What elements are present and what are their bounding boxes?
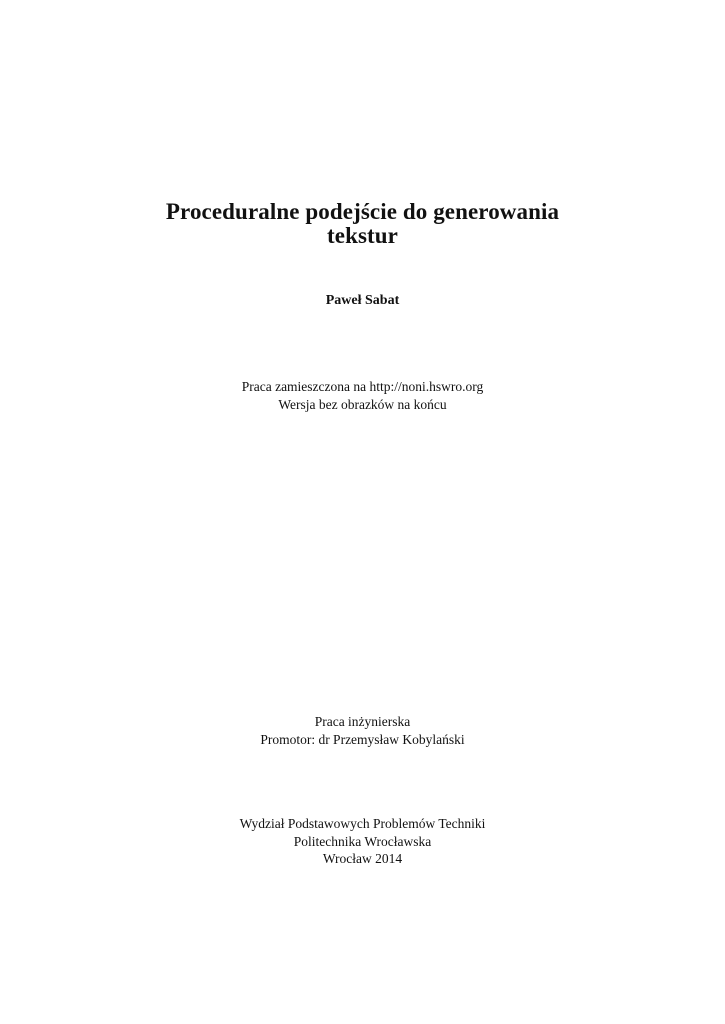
- affiliation: [0, 815, 725, 868]
- university-name: Politechnika Wrocławska: [293, 833, 432, 849]
- title-line-1: Proceduralne podejście do generowania: [165, 199, 560, 224]
- thesis-info: [0, 713, 725, 749]
- author-name: Paweł Sabat: [325, 293, 400, 308]
- faculty-name: Wydział Podstawowych Problemów Techniki: [239, 816, 486, 831]
- publication-note: [0, 378, 725, 414]
- place-and-year: Wrocław 2014: [322, 851, 403, 866]
- document-title: [0, 200, 725, 248]
- publication-note-line-2: Wersja bez obrazków na końcu: [278, 397, 447, 412]
- publication-note-line-1: Praca zamieszczona na http://noni.hswro.org: [241, 379, 484, 394]
- title-line-2: tekstur: [327, 223, 398, 248]
- thesis-type: Praca inżynierska: [314, 714, 411, 729]
- thesis-supervisor: Promotor: dr Przemysław Kobylański: [260, 732, 465, 747]
